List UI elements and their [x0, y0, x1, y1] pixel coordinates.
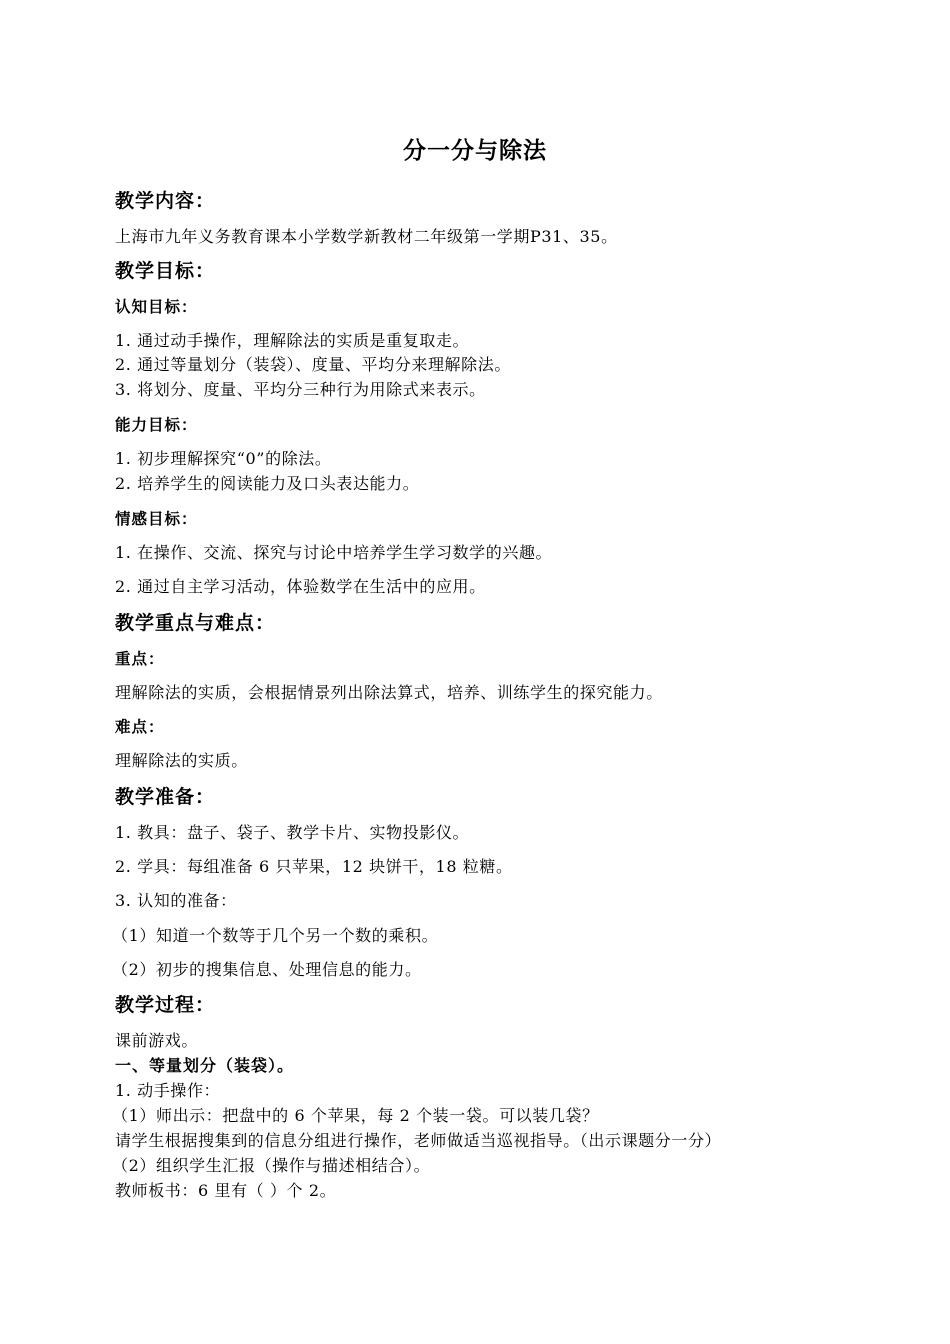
- process-line: （2）组织学生汇报（操作与描述相结合）。: [112, 1156, 431, 1175]
- prep-item: 1. 教具：盘子、袋子、教学卡片、实物投影仪。: [115, 823, 470, 842]
- heading-teaching-content: 教学内容：: [115, 190, 216, 212]
- heading-ability-goals: 能力目标：: [115, 416, 198, 434]
- heading-teaching-prep: 教学准备：: [115, 786, 216, 808]
- document-title: 分一分与除法: [403, 138, 547, 164]
- teaching-content-text: 上海市九年义务教育课本小学数学新教材二年级第一学期P31、35。: [115, 227, 618, 246]
- process-intro: 课前游戏。: [115, 1031, 199, 1050]
- heading-teaching-goals: 教学目标：: [115, 260, 216, 282]
- prep-subitem: （1）知道一个数等于几个另一个数的乘积。: [112, 926, 439, 945]
- ability-item: 2. 培养学生的阅读能力及口头表达能力。: [115, 474, 420, 493]
- heading-emotion-goals: 情感目标：: [115, 510, 198, 528]
- heading-teaching-process: 教学过程：: [115, 994, 216, 1016]
- difficulty-text: 理解除法的实质。: [115, 751, 248, 770]
- cognitive-item: 2. 通过等量划分（装袋）、度量、平均分来理解除法。: [115, 355, 511, 374]
- cognitive-item: 3. 将划分、度量、平均分三种行为用除式来表示。: [115, 380, 486, 399]
- ability-item: 1. 初步理解探究“0”的除法。: [115, 449, 332, 468]
- heading-key-points: 教学重点与难点：: [115, 612, 276, 634]
- emotion-item: 1. 在操作、交流、探究与讨论中培养学生学习数学的兴趣。: [115, 543, 553, 562]
- prep-item: 3. 认知的准备：: [115, 891, 237, 910]
- heading-part-one: 一、等量划分（装袋）。: [115, 1056, 295, 1075]
- prep-item: 2. 学具：每组准备 6 只苹果，12 块饼干，18 粒糖。: [115, 857, 513, 876]
- focus-text: 理解除法的实质，会根据情景列出除法算式，培养、训练学生的探究能力。: [115, 683, 663, 702]
- heading-focus: 重点：: [115, 650, 165, 668]
- heading-difficulty: 难点：: [115, 718, 165, 736]
- process-line: 教师板书：6 里有（ ）个 2。: [115, 1181, 337, 1200]
- emotion-item: 2. 通过自主学习活动，体验数学在生活中的应用。: [115, 577, 486, 596]
- process-line: （1）师出示：把盘中的 6 个苹果，每 2 个装一袋。可以装几袋？: [112, 1106, 599, 1125]
- cognitive-item: 1. 通过动手操作，理解除法的实质是重复取走。: [115, 331, 470, 350]
- process-line: 1. 动手操作：: [115, 1081, 221, 1100]
- heading-cognitive-goals: 认知目标：: [115, 298, 198, 316]
- prep-subitem: （2）初步的搜集信息、处理信息的能力。: [112, 960, 422, 979]
- process-line: 请学生根据搜集到的信息分组进行操作，老师做适当巡视指导。（出示课题分一分）: [115, 1131, 722, 1150]
